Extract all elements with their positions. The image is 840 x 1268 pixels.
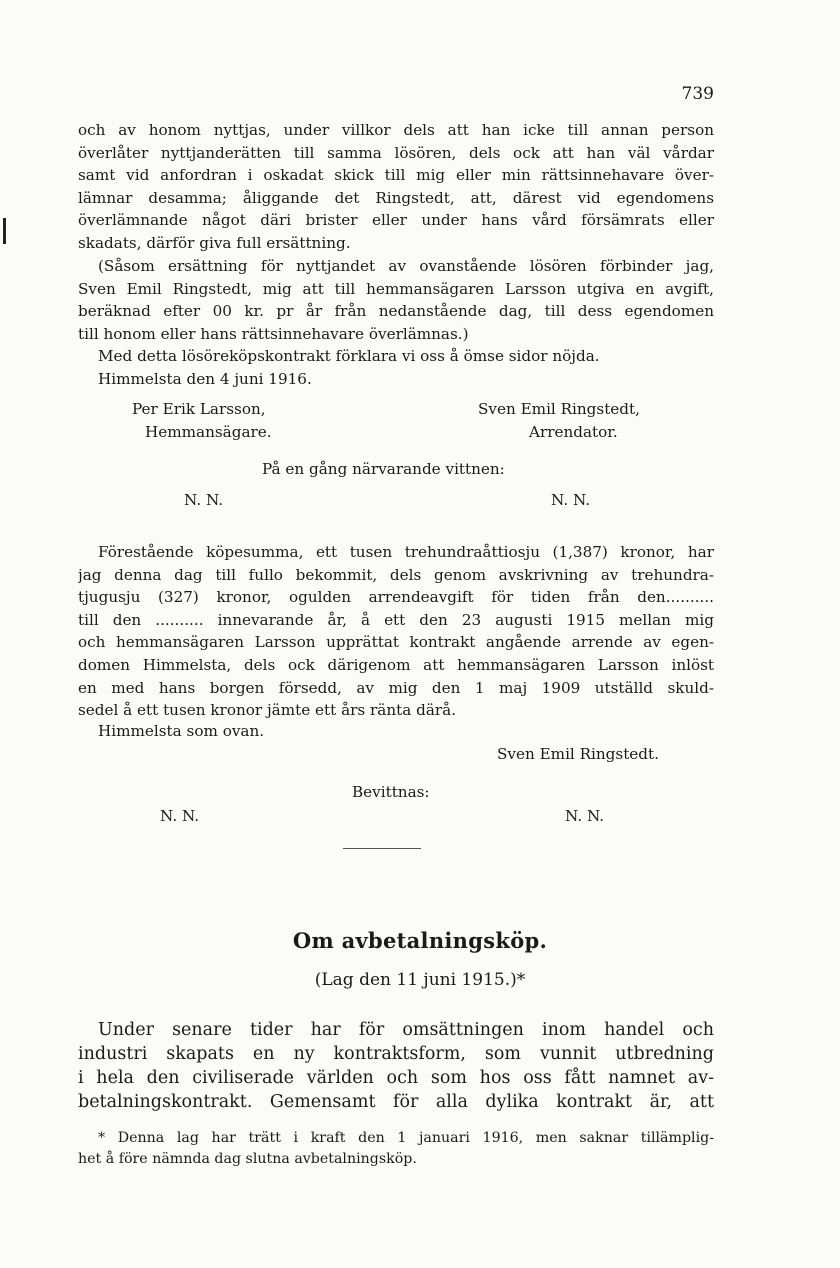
signature-right-name: Sven Emil Ringstedt, [478, 400, 640, 418]
section-divider [343, 848, 421, 849]
place-date-line: Himmelsta den 4 juni 1916. [98, 369, 312, 388]
agreement-line: Med detta lösöreköpskontrakt förklara vi oss å ömse sidor nöjda. [98, 347, 600, 365]
paragraph-lease-terms [78, 119, 714, 255]
place-line-2: Himmelsta som ovan. [98, 722, 265, 740]
text-line: betalningskontrakt. Gemensamt för alla dylika kontrakt är, att [78, 1092, 714, 1112]
text-line: i hela den civiliserade världen och som hos oss fått namnet av- [78, 1068, 714, 1088]
witness-left: N. N. [184, 491, 224, 509]
text-line: industri skapats en ny kontraktsform, som vunnit utbredning [78, 1044, 714, 1064]
text-line: tjugusju (327) kronor, ogulden arrendeavgift för tiden från den.......... [78, 588, 714, 607]
text-line: lämnar desamma; åliggande det Ringstedt, att, därest vid egendomens [78, 188, 714, 207]
footnote-line: het å före nämnda dag slutna avbetalningsköp. [78, 1150, 417, 1167]
footnote [78, 1128, 714, 1169]
witness-right: N. N. [551, 491, 591, 509]
text-line: till honom eller hans rättsinnehavare överlämnas.) [78, 324, 469, 343]
witness2-right: N. N. [565, 807, 605, 825]
paragraph-receipt [78, 541, 714, 722]
signature-2: Sven Emil Ringstedt. [497, 745, 659, 763]
page-number: 739 [681, 84, 714, 104]
text-line: överlåter nyttjanderätten till samma lösören, dels ock att han väl vårdar [78, 143, 714, 162]
text-line: jag denna dag till fullo bekommit, dels genom avskrivning av trehundra- [78, 565, 714, 584]
signature-left-name: Per Erik Larsson, [132, 400, 266, 418]
text-line: domen Himmelsta, dels ock därigenom att hemmansägaren Larsson inlöst [78, 655, 714, 674]
text-line: (Såsom ersättning för nyttjandet av ovanstående lösören förbinder jag, [98, 257, 714, 275]
witness2-left: N. N. [160, 807, 200, 825]
text-line: överlämnande något däri brister eller under hans vård försämrats eller [78, 211, 714, 230]
text-line: Under senare tider har för omsättningen inom handel och [98, 1020, 714, 1040]
text-line: till den .......... innevarande år, å ett den 23 augusti 1915 mellan mig [78, 610, 714, 629]
section-subheading: (Lag den 11 juni 1915.)* [314, 970, 526, 990]
text-line: skadats, därför giva full ersättning. [78, 233, 351, 252]
text-line: Förestående köpesumma, ett tusen trehundraåttiosju (1,387) kronor, har [98, 543, 714, 561]
paragraph-compensation [78, 255, 714, 345]
text-line: sedel å ett tusen kronor jämte ett års ränta därå. [78, 701, 457, 720]
footnote-line: * Denna lag har trätt i kraft den 1 januari 1916, men saknar tillämplig- [98, 1130, 714, 1146]
text-line: beräknad efter 00 kr. pr år från nedanstående dag, till dess egendomen [78, 302, 714, 321]
text-line: och av honom nyttjas, under villkor dels att han icke till annan person [78, 121, 714, 139]
text-line: en med hans borgen försedd, av mig den 1 maj 1909 utställd skuld- [78, 678, 714, 697]
bevittnas-label: Bevittnas: [352, 783, 430, 801]
text-line: och hemmansägaren Larsson upprättat kontrakt angående arrende av egen- [78, 633, 714, 652]
section-heading: Om avbetalningsköp. [292, 928, 548, 953]
text-line: Sven Emil Ringstedt, mig att till hemmansägaren Larsson utgiva en avgift, [78, 279, 714, 298]
signature-right-role: Arrendator. [529, 423, 618, 441]
paragraph-installment [78, 1018, 714, 1114]
witness-header: På en gång närvarande vittnen: [262, 460, 505, 478]
text-line: samt vid anfordran i oskadat skick till mig eller min rättsinnehavare över- [78, 166, 714, 185]
margin-mark [3, 218, 6, 244]
closing-lines [78, 345, 714, 390]
signature-left-role: Hemmansägare. [145, 423, 272, 441]
